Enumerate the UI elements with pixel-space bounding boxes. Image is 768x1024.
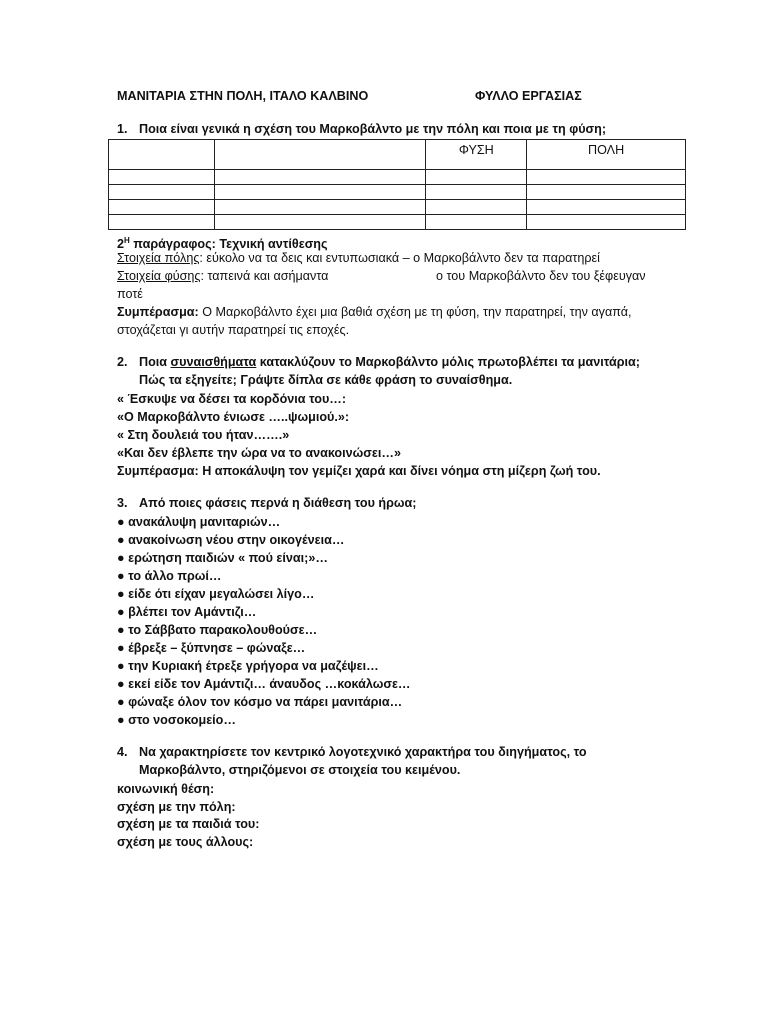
table-row — [109, 215, 686, 230]
answer-prompt: σχέση με τα παιδιά του: — [117, 817, 260, 831]
answer-prompt: σχέση με τους άλλους: — [117, 835, 254, 849]
answer-prompt: κοινωνική θέση: — [117, 782, 215, 796]
question-4 — [117, 745, 587, 759]
conclusion-line-2: στοχάζεται γι αυτήν παρατηρεί τις εποχές. — [117, 323, 350, 337]
list-item: ● το άλλο πρωί… — [117, 569, 222, 583]
conclusion-label: Συμπέρασμα: — [117, 464, 199, 478]
table-row — [109, 200, 686, 215]
question-text-underlined: συναισθήματα — [170, 355, 257, 369]
list-item: ● είδε ότι είχαν μεγαλώσει λίγο… — [117, 587, 315, 601]
city-label: Στοιχεία πόλης — [117, 251, 200, 265]
list-item: ● ανακοίνωση νέου στην οικογένεια… — [117, 533, 345, 547]
nature-elements-line — [117, 268, 328, 284]
question-text: Από ποιες φάσεις περνά η διάθεση του ήρωα; — [139, 496, 417, 510]
table-row — [109, 170, 686, 185]
heading-text: παράγραφος: Τεχνική αντίθεσης — [129, 237, 328, 252]
table-cell[interactable] — [426, 185, 527, 200]
question-text: Ποια είναι γενικά η σχέση του Μαρκοβάλντο με την πόλη και ποια με τη φύση; — [139, 122, 607, 136]
list-item: ● έβρεξε – ξύπνησε – φώναξε… — [117, 641, 306, 655]
table-cell[interactable] — [426, 200, 527, 215]
table-header-cell — [109, 140, 215, 170]
quote-line: « Έσκυψε να δέσει τα κορδόνια του…: — [117, 392, 347, 406]
table-cell[interactable] — [109, 185, 215, 200]
question-2-conclusion — [117, 463, 601, 479]
list-item: ● την Κυριακή έτρεξε γρήγορα να μαζέψει… — [117, 659, 379, 673]
question-4-line-2: Μαρκοβάλντο, στηριζόμενοι σε στοιχεία του κειμένου. — [139, 763, 461, 777]
table-cell[interactable] — [109, 170, 215, 185]
worksheet-label: ΦΥΛΛΟ ΕΡΓΑΣΙΑΣ — [475, 89, 582, 103]
table-cell[interactable] — [109, 200, 215, 215]
heading-superscript: Η — [124, 236, 130, 245]
table-row — [109, 185, 686, 200]
question-text: Ποια — [139, 355, 171, 369]
nature-label: Στοιχεία φύσης — [117, 269, 201, 283]
nature-tail: ο του Μαρκοβάλντο δεν του ξέφευγαν — [436, 269, 646, 283]
table-cell[interactable] — [109, 215, 215, 230]
nature-city-table — [108, 139, 686, 230]
table-cell[interactable] — [214, 200, 426, 215]
worksheet-title: ΜΑΝΙΤΑΡΙΑ ΣΤΗΝ ΠΟΛΗ, ΙΤΑΛΟ ΚΑΛΒΙΝΟ — [117, 89, 369, 103]
table-header-cell — [214, 140, 426, 170]
nature-tail-2: ποτέ — [117, 287, 143, 301]
question-2-line-2: Πώς τα εξηγείτε; Γράψτε δίπλα σε κάθε φράση το συναίσθημα. — [139, 373, 513, 387]
table-cell[interactable] — [214, 185, 426, 200]
list-item: ● ανακάλυψη μανιταριών… — [117, 515, 281, 529]
quote-line: «Και δεν έβλεπε την ώρα να το ανακοινώσει…» — [117, 446, 401, 460]
table-header-nature: ΦΥΣΗ — [426, 140, 527, 170]
city-elements-line — [117, 250, 600, 266]
quote-line: «Ο Μαρκοβάλντο ένιωσε …..ψωμιού.»: — [117, 410, 350, 424]
heading-number: 2 — [117, 237, 125, 252]
question-text: Να χαρακτηρίσετε τον κεντρικό λογοτεχνικό χαρακτήρα του διηγήματος, το — [139, 745, 587, 759]
nature-text: : ταπεινά και ασήμαντα — [200, 269, 329, 283]
list-item: ● στο νοσοκομείο… — [117, 713, 236, 727]
table-cell[interactable] — [527, 170, 686, 185]
question-number: 2. — [117, 355, 128, 369]
table-cell[interactable] — [527, 215, 686, 230]
quote-line: « Στη δουλειά του ήταν…….» — [117, 428, 290, 442]
list-item: ● βλέπει τον Αμάντιζι… — [117, 605, 257, 619]
answer-prompt: σχέση με την πόλη: — [117, 800, 236, 814]
conclusion-text: Ο Μαρκοβάλντο έχει μια βαθιά σχέση με τη φύση, την παρατηρεί, την αγαπά, — [198, 305, 632, 319]
table-cell[interactable] — [527, 185, 686, 200]
table-cell[interactable] — [426, 170, 527, 185]
conclusion-text: Η αποκάλυψη τον γεμίζει χαρά και δίνει νόημα στη μίζερη ζωή του. — [198, 464, 601, 478]
list-item: ● εκεί είδε τον Αμάντιζι… άναυδος …κοκάλωσε… — [117, 677, 411, 691]
table-cell[interactable] — [527, 200, 686, 215]
question-text: κατακλύζουν το Μαρκοβάλντο μόλις πρωτοβλέπει τα μανιτάρια; — [256, 355, 640, 369]
list-item: ● φώναξε όλον τον κόσμο να πάρει μανιτάρια… — [117, 695, 403, 709]
table-header-city: ΠΟΛΗ — [527, 140, 686, 170]
conclusion-label: Συμπέρασμα: — [117, 305, 199, 319]
question-2 — [117, 355, 640, 369]
table-header-row — [109, 140, 686, 170]
list-item: ● το Σάββατο παρακολουθούσε… — [117, 623, 318, 637]
conclusion-line-1 — [117, 304, 632, 320]
city-text: : εύκολο να τα δεις και εντυπωσιακά – ο Μαρκοβάλντο δεν τα παρατηρεί — [199, 251, 600, 265]
question-3 — [117, 496, 417, 510]
table-cell[interactable] — [214, 215, 426, 230]
list-item: ● ερώτηση παιδιών « πού είναι;»… — [117, 551, 328, 565]
table-cell[interactable] — [214, 170, 426, 185]
question-number: 4. — [117, 745, 128, 759]
question-number: 1. — [117, 122, 128, 136]
question-number: 3. — [117, 496, 128, 510]
question-1 — [117, 122, 606, 136]
table-cell[interactable] — [426, 215, 527, 230]
